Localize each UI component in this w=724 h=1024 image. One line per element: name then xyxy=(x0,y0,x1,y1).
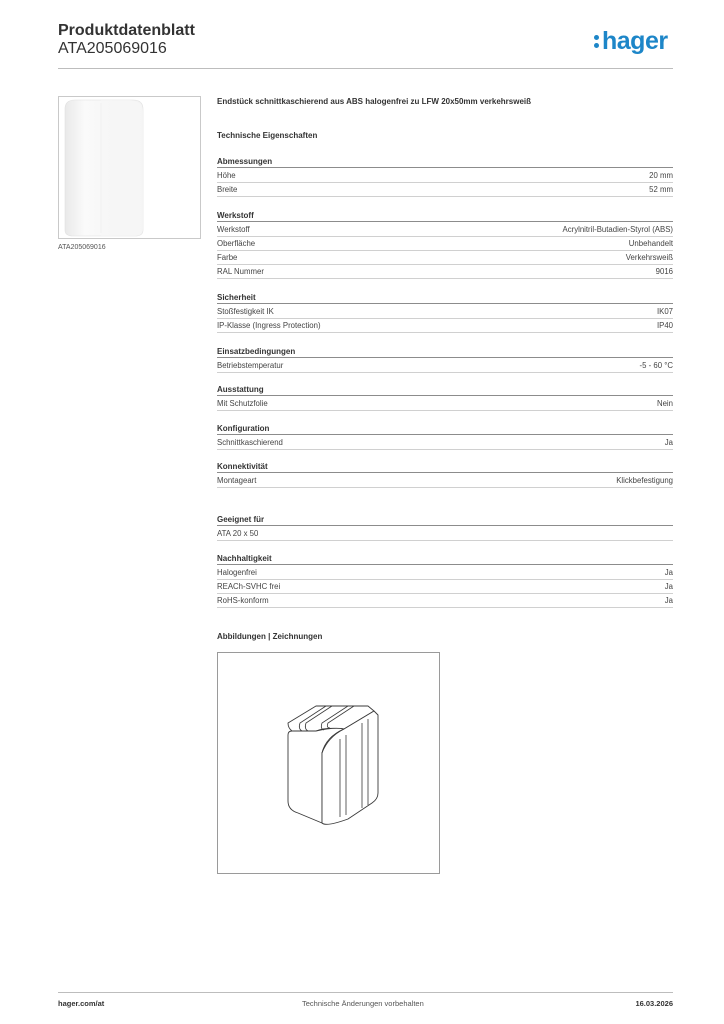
section-divider xyxy=(217,564,673,565)
property-label: RAL Nummer xyxy=(217,267,264,276)
property-row xyxy=(217,319,673,333)
section-heading: Sicherheit xyxy=(217,293,256,302)
technical-properties-heading: Technische Eigenschaften xyxy=(217,131,318,140)
property-row xyxy=(217,594,673,608)
property-value: Ja xyxy=(664,596,673,605)
property-row xyxy=(217,183,673,197)
section-sicherheit xyxy=(217,291,673,333)
section-heading: Ausstattung xyxy=(217,385,264,394)
property-label: Montageart xyxy=(217,476,257,485)
property-value: IK07 xyxy=(656,307,673,316)
section-heading: Abmessungen xyxy=(217,157,273,166)
section-konnektivitaet xyxy=(217,460,673,488)
property-row xyxy=(217,580,673,594)
thumbnail-caption: ATA205069016 xyxy=(58,244,106,251)
property-row xyxy=(217,397,673,411)
section-divider xyxy=(217,303,673,304)
property-row xyxy=(217,305,673,319)
section-heading: Werkstoff xyxy=(217,211,254,220)
property-value: Ja xyxy=(664,438,673,447)
property-row xyxy=(217,237,673,251)
property-value: Verkehrsweiß xyxy=(625,253,673,262)
property-value: 9016 xyxy=(655,267,673,276)
property-row xyxy=(217,359,673,373)
product-description: Endstück schnittkaschierend aus ABS halogenfrei zu LFW 20x50mm verkehrsweiß xyxy=(217,97,532,106)
property-value: Ja xyxy=(664,582,673,591)
property-label: Werkstoff xyxy=(217,225,250,234)
property-label: Halogenfrei xyxy=(217,568,257,577)
section-werkstoff xyxy=(217,209,673,279)
section-ausstattung xyxy=(217,383,673,411)
footer-date: 16.03.2026 xyxy=(635,999,673,1008)
section-konfiguration xyxy=(217,422,673,450)
property-value: Klickbefestigung xyxy=(616,476,673,485)
property-label: Stoßfestigkeit IK xyxy=(217,307,274,316)
end-cap-drawing-icon xyxy=(218,653,439,873)
property-label: Betriebstemperatur xyxy=(217,361,284,370)
section-divider xyxy=(217,472,673,473)
footer-divider xyxy=(58,992,673,993)
property-label: Höhe xyxy=(217,171,236,180)
property-label: Schnittkaschierend xyxy=(217,438,283,447)
header-divider xyxy=(58,68,673,69)
property-label: RoHS-konform xyxy=(217,596,269,605)
property-row xyxy=(217,566,673,580)
footer-note: Technische Änderungen vorbehalten xyxy=(302,999,424,1008)
property-row xyxy=(217,436,673,450)
section-abmessungen xyxy=(217,155,673,197)
property-row xyxy=(217,474,673,488)
property-row xyxy=(217,169,673,183)
section-divider xyxy=(217,167,673,168)
logo-colon-icon xyxy=(594,32,600,50)
section-divider xyxy=(217,221,673,222)
section-einsatzbedingungen xyxy=(217,345,673,373)
property-row xyxy=(217,251,673,265)
property-label: Oberfläche xyxy=(217,239,256,248)
section-heading: Geeignet für xyxy=(217,515,265,524)
property-label: ATA 20 x 50 xyxy=(217,529,259,538)
section-divider xyxy=(217,434,673,435)
property-label: Farbe xyxy=(217,253,238,262)
property-value: 20 mm xyxy=(649,171,673,180)
drawings-heading: Abbildungen | Zeichnungen xyxy=(217,632,323,641)
product-thumbnail xyxy=(58,96,201,239)
property-label: Mit Schutzfolie xyxy=(217,399,268,408)
section-heading: Konnektivität xyxy=(217,462,268,471)
product-code: ATA205069016 xyxy=(58,40,167,57)
property-value: Ja xyxy=(664,568,673,577)
property-value: IP40 xyxy=(656,321,673,330)
footer-website-link[interactable]: hager.com/at xyxy=(58,999,105,1008)
property-row xyxy=(217,223,673,237)
section-nachhaltigkeit xyxy=(217,552,673,608)
property-value: -5 - 60 °C xyxy=(639,361,673,370)
section-divider xyxy=(217,395,673,396)
logo-text: hager xyxy=(602,26,668,55)
section-divider xyxy=(217,525,673,526)
property-label: REACh-SVHC frei xyxy=(217,582,281,591)
property-row xyxy=(217,527,673,541)
section-heading: Nachhaltigkeit xyxy=(217,554,272,563)
technical-drawing xyxy=(217,652,440,874)
section-heading: Konfiguration xyxy=(217,424,270,433)
property-label: IP-Klasse (Ingress Protection) xyxy=(217,321,321,330)
product-photo-icon xyxy=(59,97,200,238)
hager-logo xyxy=(594,26,668,56)
property-value: Nein xyxy=(656,399,673,408)
section-geeignet-fuer xyxy=(217,513,673,541)
property-label: Breite xyxy=(217,185,238,194)
property-row xyxy=(217,265,673,279)
section-heading: Einsatzbedingungen xyxy=(217,347,296,356)
property-value: 52 mm xyxy=(649,185,673,194)
property-value: Unbehandelt xyxy=(628,239,673,248)
property-value: Acrylnitril-Butadien-Styrol (ABS) xyxy=(562,225,673,234)
page-title: Produktdatenblatt xyxy=(58,22,195,39)
